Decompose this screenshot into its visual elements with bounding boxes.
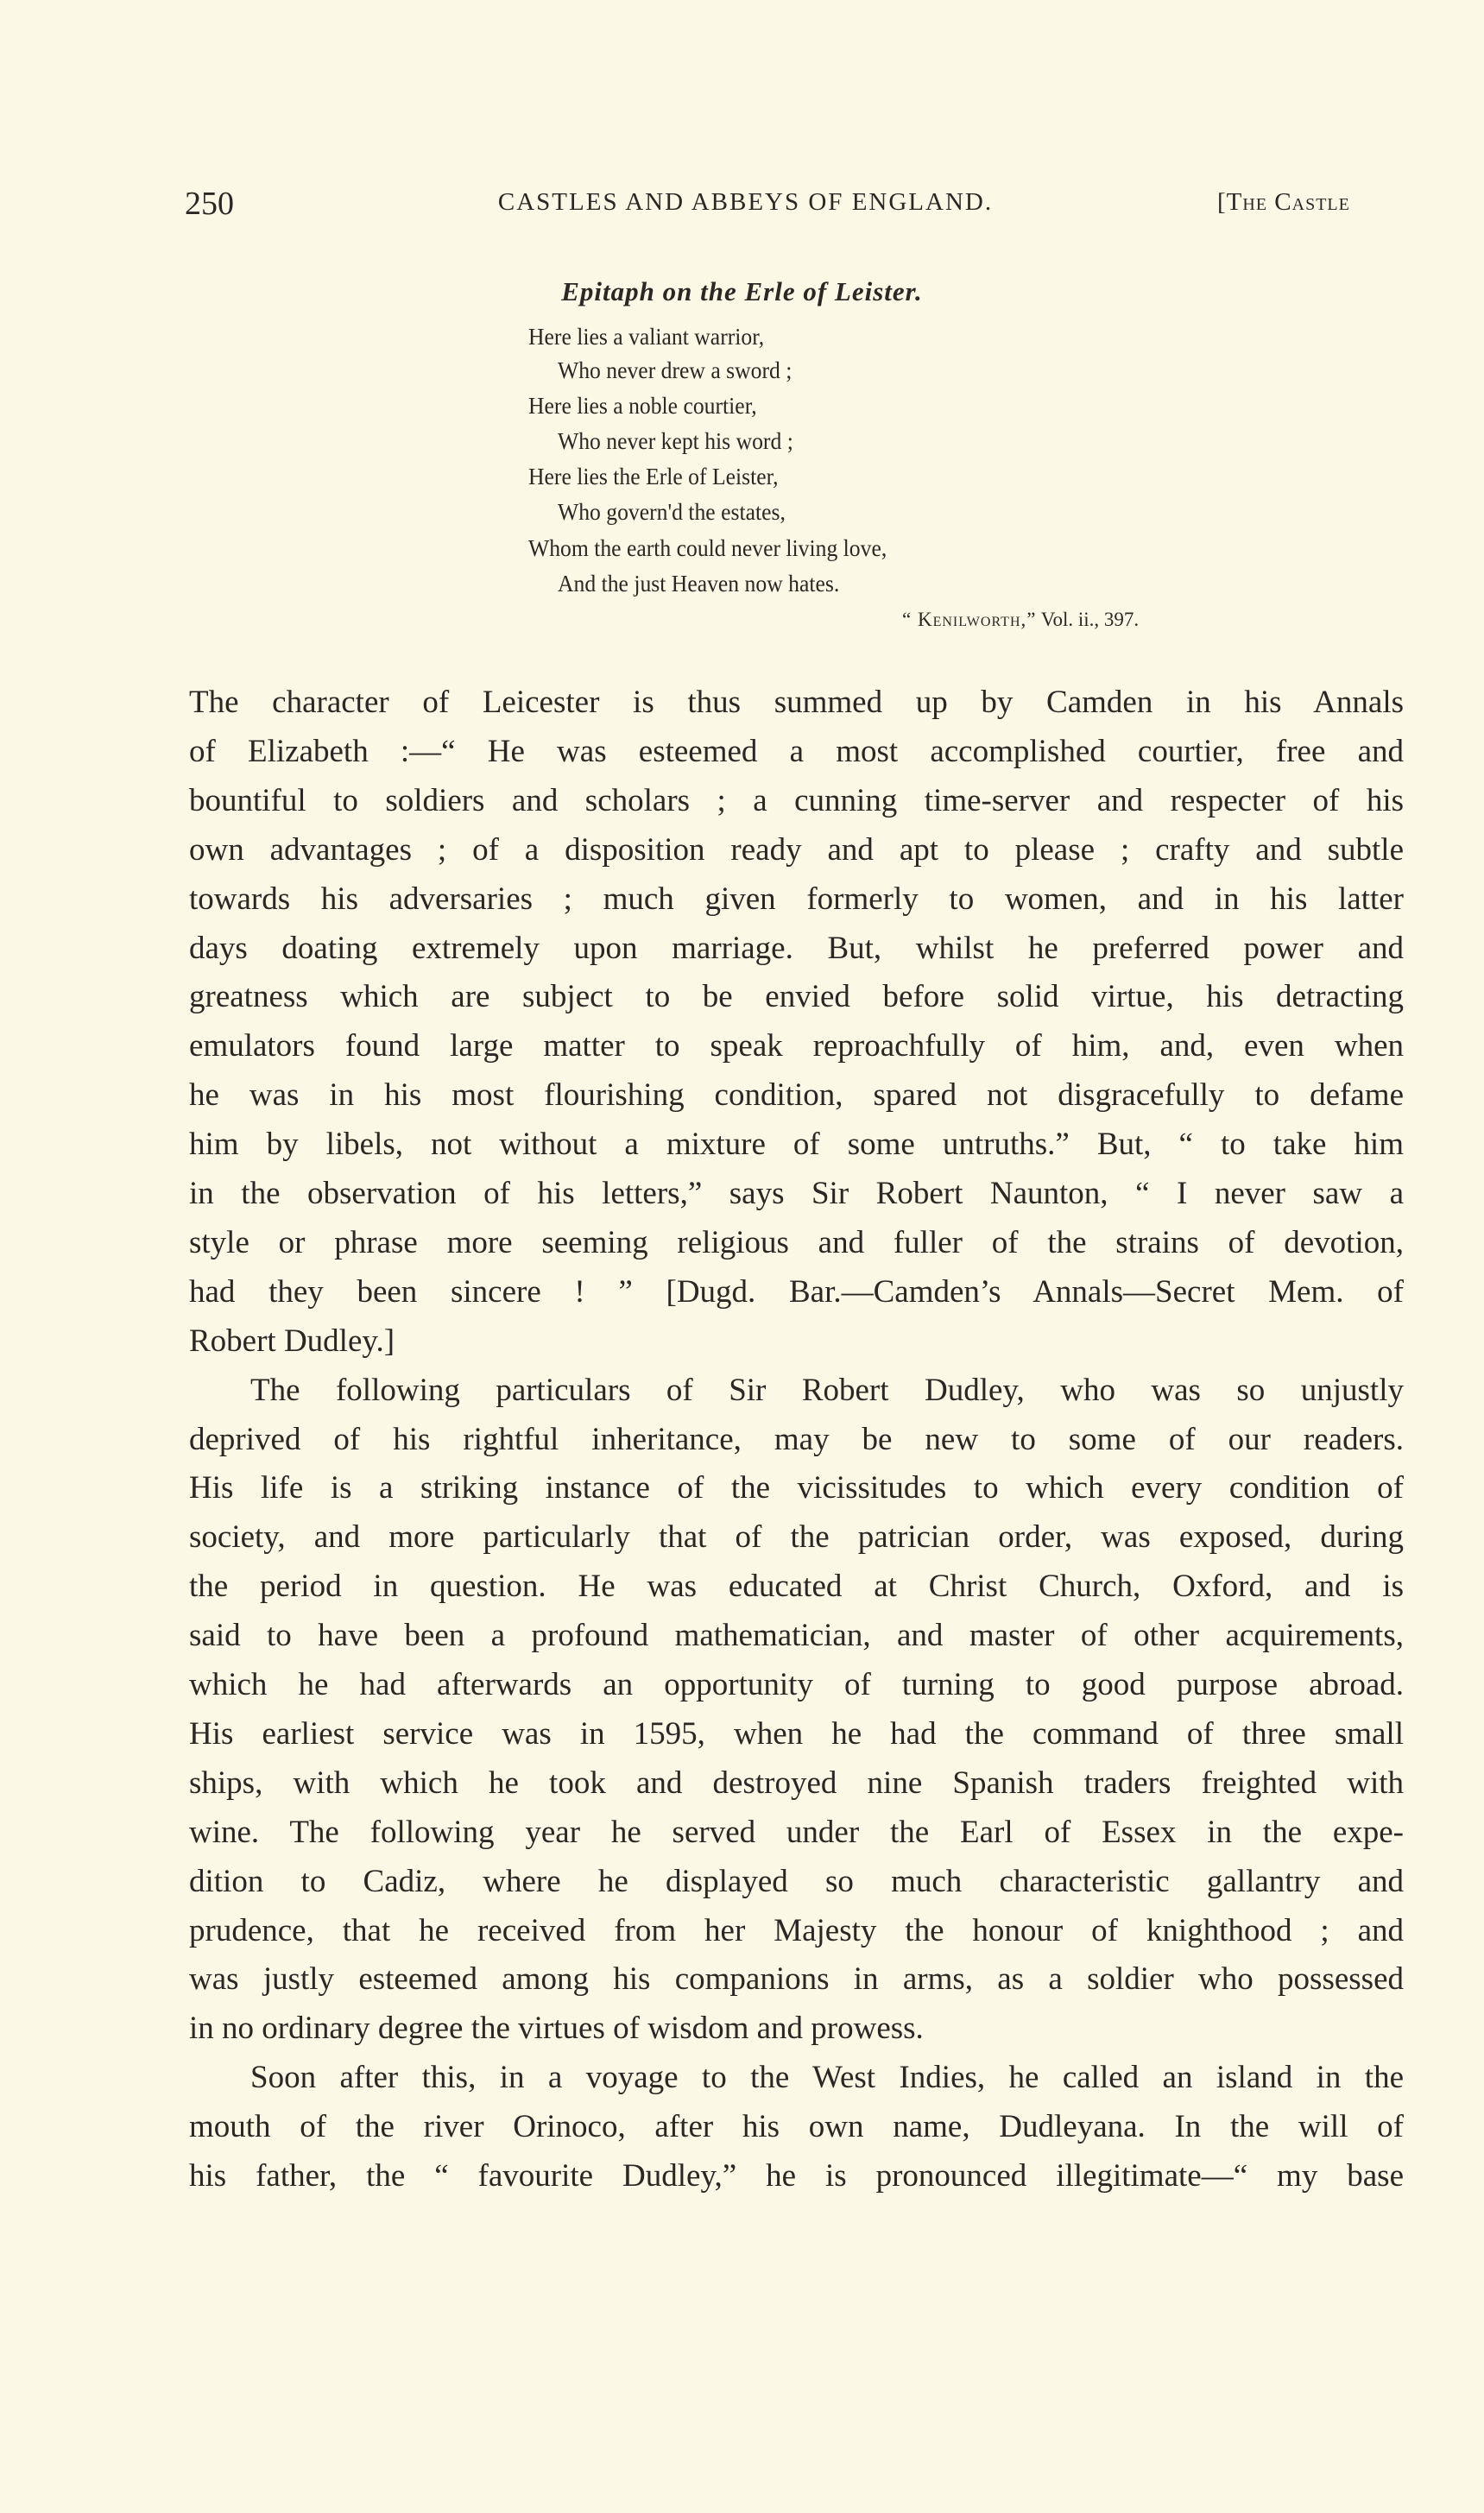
body-line: ships, with which he took and destroyed nine Spanish traders freighted with (189, 1765, 1404, 1801)
poem-line: Who never kept his word ; (558, 428, 793, 454)
poem-line: And the just Heaven now hates. (558, 571, 840, 597)
body-line: greatness which are subject to be envied before solid virtue, his detracting (189, 979, 1404, 1015)
poem-line: Who govern'd the estates, (558, 499, 786, 525)
body-line: dition to Cadiz, where he displayed so much characteristic gallantry and (189, 1863, 1404, 1899)
poem-line: Here lies the Erle of Leister, (528, 464, 779, 489)
body-line: wine. The following year he served under the Earl of Essex in the expe- (189, 1814, 1404, 1850)
poem-line: Who never drew a sword ; (558, 357, 793, 383)
poem-line: Whom the earth could never living love, (528, 535, 887, 561)
body-line: The following particulars of Sir Robert Dudley, who was so unjustly (250, 1372, 1404, 1408)
body-line: society, and more particularly that of the patrician order, was exposed, during (189, 1519, 1404, 1556)
body-line: His life is a striking instance of the vicissitudes to which every condition of (189, 1470, 1404, 1506)
epitaph-title: Epitaph on the Erle of Leister. (561, 276, 923, 306)
body-line: his father, the “ favourite Dudley,” he is pronounced illegitimate—“ my base (189, 2158, 1404, 2194)
body-line: the period in question. He was educated at Christ Church, Oxford, and is (189, 1569, 1404, 1605)
body-line: emulators found large matter to speak reproachfully of him, and, even when (189, 1028, 1404, 1064)
body-line: The character of Leicester is thus summed up by Camden in his Annals (189, 685, 1404, 720)
poem-line: Here lies a valiant warrior, (528, 324, 765, 350)
body-line: own advantages ; of a disposition ready and apt to please ; crafty and subtle (189, 831, 1404, 868)
running-title: CASTLES AND ABBEYS OF ENGLAND. (497, 188, 994, 216)
body-line: in no ordinary degree the virtues of wisdom and prowess. (189, 2011, 924, 2047)
body-line: style or phrase more seeming religious and fuller of the strains of devotion, (189, 1224, 1404, 1260)
epitaph-citation (902, 609, 1139, 631)
body-line: days doating extremely upon marriage. But, whilst he preferred power and (189, 930, 1404, 966)
body-line: towards his adversaries ; much given formerly to women, and in his latter (189, 881, 1404, 917)
page-number: 250 (185, 186, 234, 222)
section-heading: [The Castle (1217, 188, 1350, 216)
body-line: had they been sincere ! ” [Dugd. Bar.—Camden’s Annals—Secret Mem. of (189, 1273, 1404, 1310)
body-line: His earliest service was in 1595, when he had the command of three small (189, 1715, 1404, 1752)
body-line: he was in his most flourishing condition, spared not disgracefully to defame (189, 1077, 1404, 1114)
body-line: him by libels, not without a mixture of some untruths.” But, “ to take him (189, 1127, 1404, 1163)
poem-line: Here lies a noble courtier, (528, 393, 757, 419)
body-line: in the observation of his letters,” says Sir Robert Naunton, “ I never saw a (189, 1176, 1404, 1211)
body-line: mouth of the river Orinoco, after his own name, Dudleyana. In the will of (189, 2109, 1404, 2145)
citation-source: “ Kenilworth,” (902, 609, 1037, 630)
body-line: of Elizabeth :—“ He was esteemed a most accomplished courtier, free and (189, 733, 1404, 769)
body-line: deprived of his rightful inheritance, may be new to some of our readers. (189, 1421, 1404, 1457)
citation-reference: Vol. ii., 397. (1036, 609, 1140, 630)
body-line: said to have been a profound mathematician, and master of other acquirements, (189, 1618, 1404, 1654)
body-line: was justly esteemed among his companions in arms, as a soldier who possessed (189, 1961, 1404, 1998)
body-line: bountiful to soldiers and scholars ; a cunning time-server and respecter of his (189, 782, 1404, 818)
body-line: prudence, that he received from her Majesty the honour of knighthood ; and (189, 1912, 1404, 1948)
body-line: Soon after this, in a voyage to the West Indies, he called an island in the (250, 2060, 1404, 2096)
body-line: Robert Dudley.] (189, 1323, 395, 1359)
body-line: which he had afterwards an opportunity of turning to good purpose abroad. (189, 1667, 1404, 1702)
